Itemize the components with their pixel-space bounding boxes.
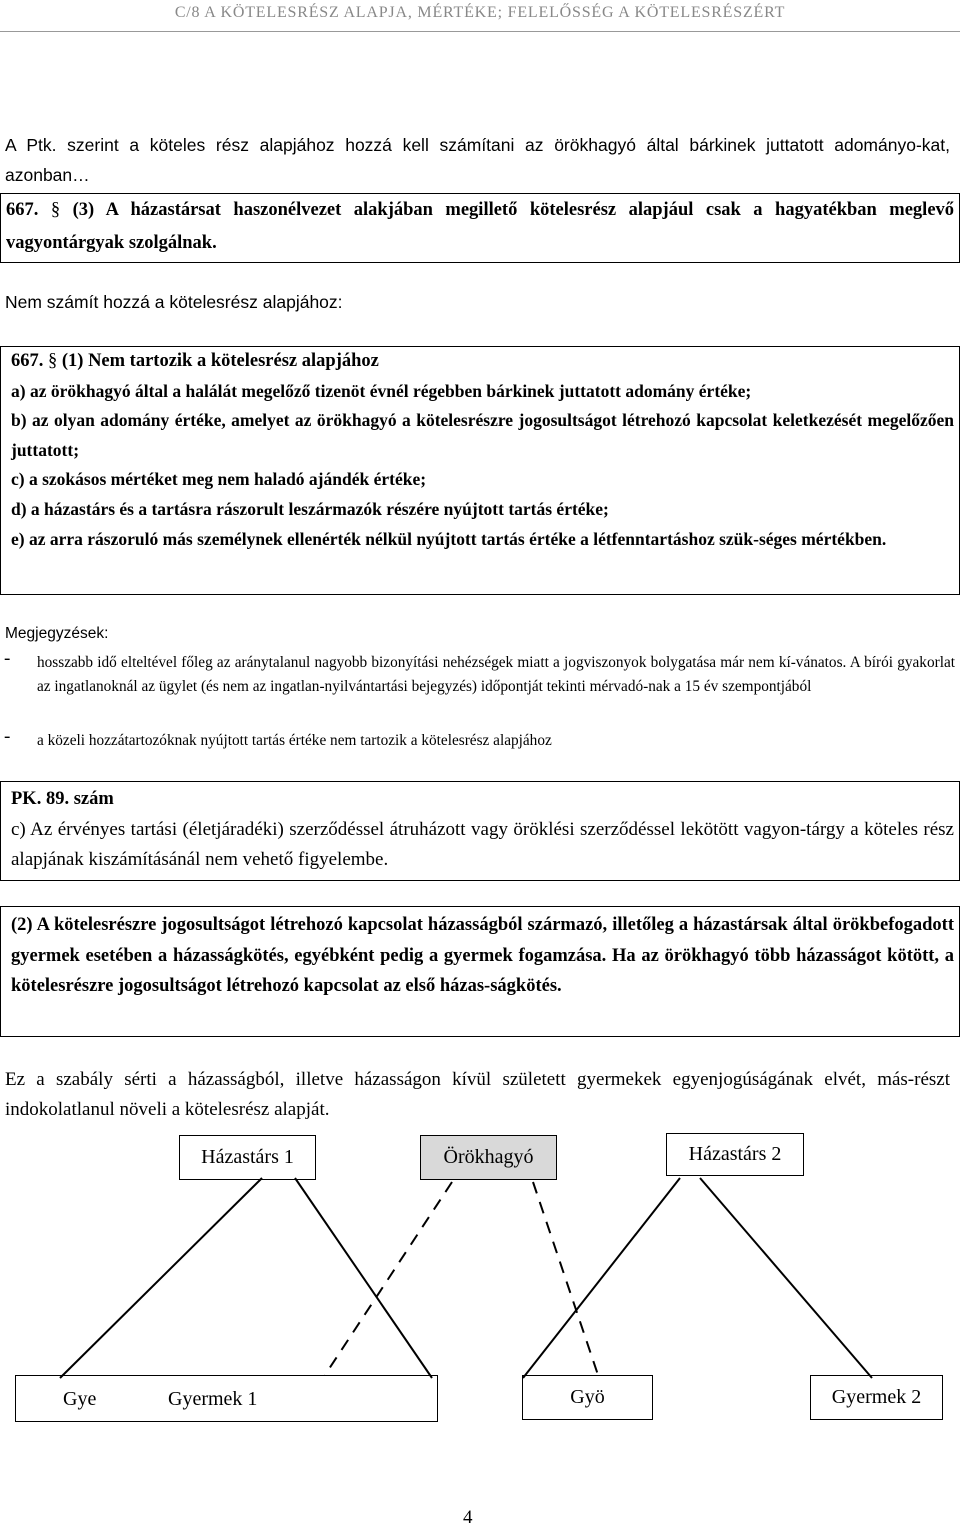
children-left-box [15, 1375, 438, 1422]
list-item-c: c) a szokásos mértéket meg nem haladó ajándék értéke; [11, 469, 427, 490]
bullet-dash: - [4, 648, 11, 669]
not-counted-heading: Nem számít hozzá a kötelesrész alapjához: [5, 292, 343, 312]
list-item-b: b) az olyan adomány értéke, amelyet az örökhagyó a kötelesrészre jogosultságot létrehozó kapcsolat keletkezését megelőzően juttatott; [11, 410, 954, 460]
law-box-667-3-text: 667. § (3) A házastársat haszonélvezet alakjában megillető kötelesrész alapjául csak a hagyatékban meglevő vagyontárgyak szolgálnak. [6, 200, 955, 253]
spouse-1-box: Házastárs 1 [179, 1135, 316, 1180]
line-spouse1-gye [60, 1178, 262, 1378]
line-spouse1-child1 [295, 1178, 432, 1378]
list-item-d: d) a házastárs és a tartásra rászorult leszármazók részére nyújtott tartás értéke; [11, 498, 609, 519]
section-number: 667. [11, 351, 44, 371]
closing-paragraph: Ez a szabály sérti a házasságból, illetve házasságon kívül született gyermekek egyenjogúságának elvét, más-részt indokolatlanul növeli a kötelesrész alapját. [5, 1069, 950, 1120]
child-box-gyermek-2: Gyermek 2 [810, 1375, 943, 1420]
law-box-667-2-text: (2) A kötelesrészre jogosultságot létrehozó kapcsolat házasságból származó, illetőleg a házastársak által örökbefogadott gyermek esetében a házasságkötés, egyébként pedig a gyermek fogamzása. Ha az örökhagyó több házasságot kötött, a kötelesrészre jogosultságot létrehozó kapcsolat az első házas-ságkötés. [11, 915, 954, 996]
pk-89-title: PK. 89. szám [11, 789, 114, 809]
section-number: 667. [6, 200, 39, 220]
intro-paragraph: A Ptk. szerint a köteles rész alapjához hozzá kell számítani az örökhagyó által bárkinek juttatott adományo-kat, azonban… [5, 135, 950, 185]
notes-item-1: - hosszabb idő elteltével főleg az aránytalanul nagyobb bizonyítási nehézségek miatt a jogviszonyok bolygatása már nem kí-vánatos. A bírói gyakorlat az ingatlanoknál az ügylet (és nem az ingatlan-nyilvántartási bejegyzés) időpontját tekinti mérvadó-nak a 15 év szempontjából [4, 648, 955, 695]
page-header: C/8 A KÖTELESRÉSZ ALAPJA, MÉRTÉKE; FELELŐSSÉG A KÖTELESRÉSZÉRT [174, 4, 786, 21]
deceased-box: Örökhagyó [420, 1135, 557, 1180]
list-item-e: e) az arra rászoruló más személynek ellenérték nélkül nyújtott tartás értéke a létfenntartáshoz szük-séges mértékben. [11, 528, 887, 549]
dashed-line-deceased-child2 [533, 1182, 598, 1375]
dashed-line-deceased-child1 [325, 1182, 452, 1375]
child-label-gye: Gye [63, 1388, 97, 1410]
law-box-667-1-title: 667. § (1) Nem tartozik a kötelesrész alapjához [11, 351, 379, 371]
notes-label: Megjegyzések: [5, 625, 109, 642]
line-spouse2-child2 [700, 1178, 872, 1378]
pk-89-text: c) Az érvényes tartási (életjáradéki) szerződéssel átruházott vagy öröklési szerződéssel lekötött vagyon-tárgy a köteles rész alapjának kiszámításánál nem vehető figyelembe. [11, 819, 954, 870]
notes-item-2: - a közeli hozzátartozóknak nyújtott tartás értéke nem tartozik a kötelesrész alapjához [4, 726, 552, 749]
bullet-dash: - [4, 726, 11, 747]
line-spouse2-gyo [523, 1178, 680, 1378]
child-label-gyermek-1: Gyermek 1 [168, 1388, 258, 1410]
list-item-a: a) az örökhagyó által a halálát megelőző tizenöt évnél régebben bárkinek juttatott adomány értéke; [11, 380, 752, 401]
child-box-gyo: Gyö [522, 1375, 653, 1420]
page-number: 4 [463, 1507, 473, 1528]
spouse-2-box: Házastárs 2 [666, 1133, 804, 1176]
section-text: (3) A házastársat haszonélvezet alakjában megillető kötelesrész alapjául csak a hagyatékban meglevő vagyontárgyak szolgálnak. [6, 200, 955, 253]
